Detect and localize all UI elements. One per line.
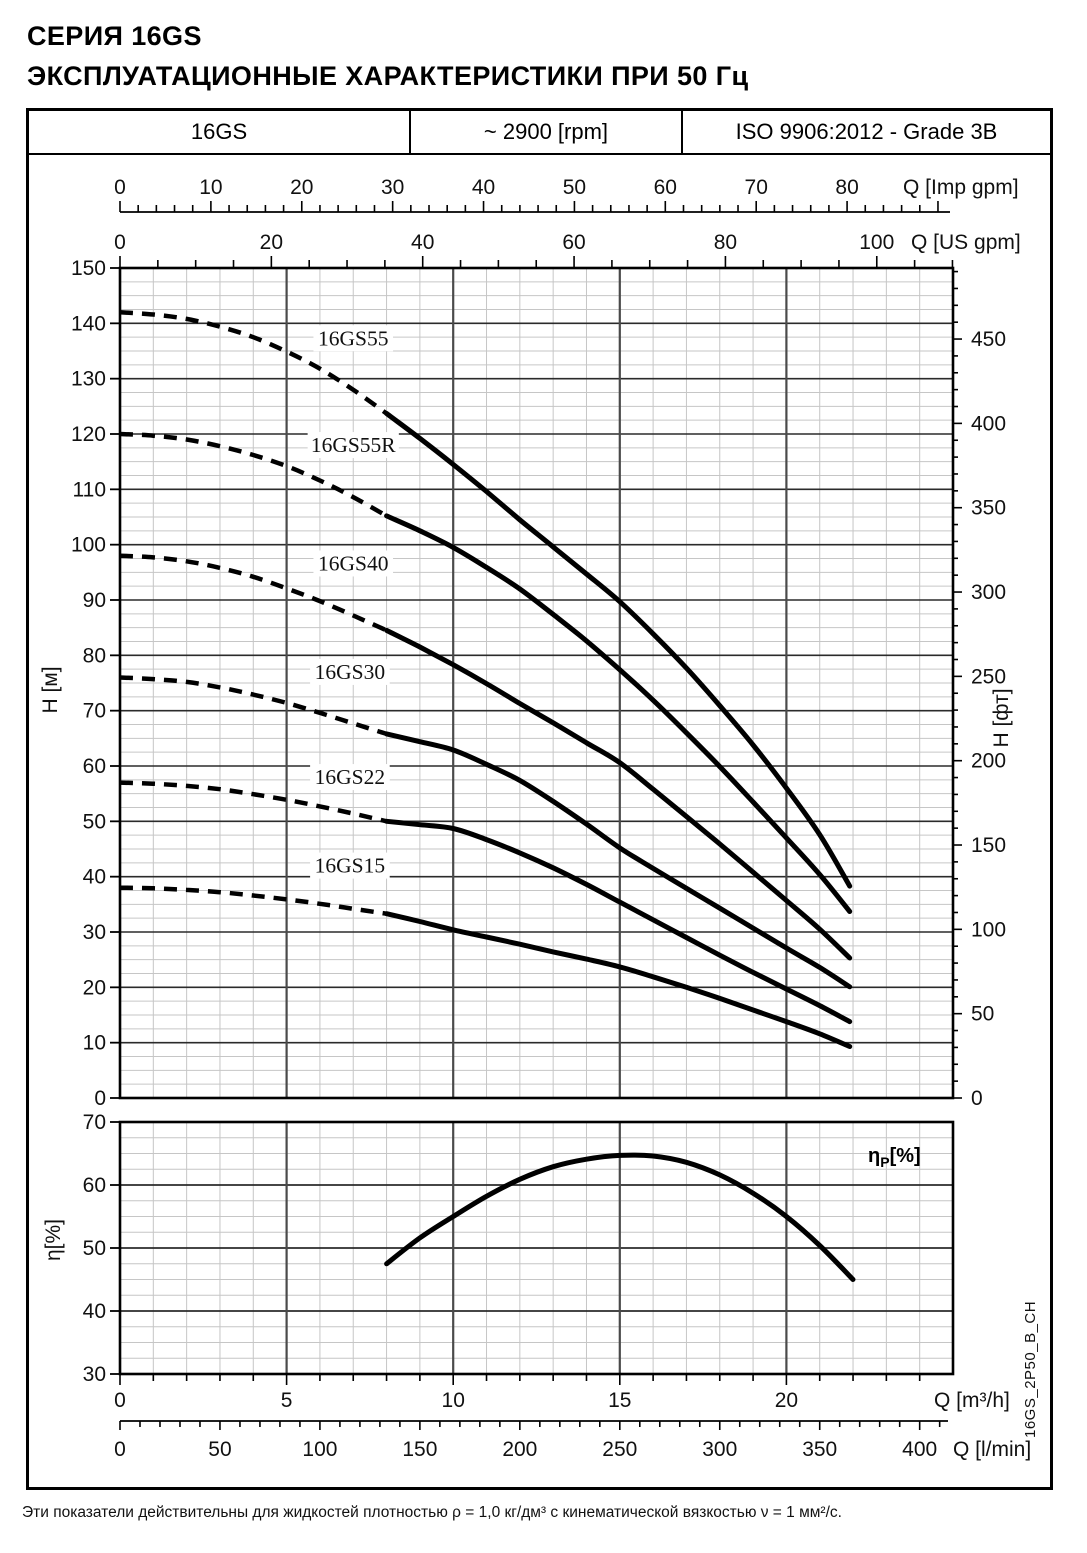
curve-solid-16GS30	[387, 734, 850, 987]
h-m-tick-label: 100	[70, 533, 106, 557]
imp-gpm-axis-label: Q [Imp gpm]	[903, 176, 1019, 199]
curve-solid-16GS40	[387, 630, 850, 958]
h-ft-tick-label: 0	[971, 1087, 983, 1110]
h-ft-tick-label: 450	[971, 328, 1007, 352]
curve-label-16GS30: 16GS30	[314, 659, 386, 684]
h-m-tick-label: 90	[82, 589, 106, 612]
m3h-axis-label: Q [m³/h]	[934, 1389, 1010, 1412]
h-m-tick-label: 20	[82, 976, 106, 1000]
drawing-code: 16GS_2P50_B_CH	[1022, 1300, 1039, 1438]
imp-gpm-tick-label: 30	[380, 176, 405, 199]
h-m-tick-label: 30	[82, 921, 106, 944]
imp-gpm-tick-label: 70	[744, 176, 768, 199]
lmin-tick-label: 200	[502, 1438, 538, 1461]
h-m-tick-label: 60	[82, 755, 106, 778]
imp-gpm-tick-label: 60	[653, 176, 677, 199]
lmin-axis-label: Q [l/min]	[953, 1438, 1032, 1461]
eta-tick-label: 70	[82, 1111, 106, 1134]
h-m-tick-label: 140	[70, 312, 106, 336]
h-ft-tick-label: 200	[971, 749, 1007, 773]
h-m-tick-label: 50	[82, 810, 106, 834]
curve-label-16GS40: 16GS40	[317, 551, 389, 576]
curve-solid-16GS15	[387, 914, 850, 1047]
imp-gpm-tick-label: 50	[562, 176, 587, 199]
header-speed: ~ 2900 [rpm]	[411, 111, 683, 153]
eta-tick-label: 30	[82, 1363, 106, 1386]
h-m-tick-label: 150	[70, 257, 106, 280]
m3h-tick-label: 10	[441, 1389, 465, 1412]
m3h-tick-label: 0	[114, 1389, 126, 1412]
h-ft-tick-label: 400	[971, 412, 1007, 436]
lmin-tick-label: 400	[902, 1438, 938, 1461]
lmin-tick-label: 50	[208, 1438, 232, 1461]
eta-tick-label: 60	[82, 1174, 106, 1197]
h-m-tick-label: 70	[82, 699, 106, 723]
h-m-tick-label: 40	[82, 865, 106, 889]
h-m-tick-label: 10	[82, 1031, 106, 1055]
h-m-tick-label: 130	[70, 367, 106, 391]
h-m-tick-label: 0	[94, 1087, 106, 1110]
eta-tick-label: 40	[82, 1300, 106, 1323]
h-m-tick-label: 110	[72, 478, 106, 502]
lmin-tick-label: 150	[402, 1438, 438, 1461]
m3h-tick-label: 5	[280, 1389, 293, 1412]
page-title-line2: ЭКСПЛУАТАЦИОННЫЕ ХАРАКТЕРИСТИКИ ПРИ 50 Гц	[27, 61, 749, 91]
us-gpm-axis-label: Q [US gpm]	[911, 231, 1021, 254]
us-gpm-tick-label: 40	[411, 231, 435, 254]
lmin-tick-label: 100	[302, 1438, 338, 1461]
lmin-tick-label: 250	[602, 1438, 638, 1461]
header-standard: ISO 9906:2012 - Grade 3B	[735, 119, 998, 144]
us-gpm-tick-label: 100	[859, 231, 895, 254]
lmin-tick-label: 300	[702, 1438, 738, 1461]
curve-solid-16GS22	[387, 821, 850, 1021]
h-ft-tick-label: 100	[971, 918, 1007, 942]
curve-solid-16GS55R	[387, 516, 850, 912]
h-ft-tick-label: 350	[971, 496, 1007, 520]
imp-gpm-tick-label: 40	[471, 176, 496, 199]
us-gpm-tick-label: 60	[562, 231, 586, 254]
h-m-tick-label: 120	[70, 423, 106, 446]
footer-note: Эти показатели действительны для жидкостей плотностью ρ = 1,0 кг/дм³ с кинематической вязкостью ν = 1 мм²/с.	[22, 1504, 842, 1521]
h-ft-tick-label: 250	[971, 665, 1007, 689]
curve-label-16GS22: 16GS22	[314, 765, 386, 790]
eta-axis-label: η[%]	[42, 1218, 65, 1262]
us-gpm-tick-label: 20	[259, 231, 284, 254]
curve-solid-16GS55	[387, 414, 850, 887]
imp-gpm-tick-label: 0	[114, 176, 126, 199]
h-ft-tick-label: 300	[971, 581, 1007, 605]
h-m-tick-label: 80	[82, 644, 106, 668]
curve-label-16GS15: 16GS15	[314, 853, 386, 878]
lmin-tick-label: 350	[802, 1438, 838, 1461]
page-title-line1: СЕРИЯ 16GS	[27, 21, 202, 51]
imp-gpm-tick-label: 10	[199, 176, 223, 199]
us-gpm-tick-label: 0	[114, 231, 126, 254]
h-ft-tick-label: 150	[971, 834, 1007, 858]
efficiency-curve-label: $\eta_P[\%]$	[868, 1145, 921, 1170]
curve-label-16GS55R: 16GS55R	[310, 433, 396, 458]
h-m-axis-label: H [м]	[39, 666, 62, 714]
h-ft-tick-label: 50	[971, 1002, 995, 1026]
us-gpm-tick-label: 80	[713, 231, 738, 254]
imp-gpm-tick-label: 20	[290, 176, 314, 199]
eta-tick-label: 50	[82, 1237, 106, 1260]
lmin-tick-label: 0	[114, 1438, 126, 1461]
curve-label-16GS55: 16GS55	[317, 326, 389, 351]
m3h-tick-label: 20	[774, 1389, 799, 1412]
imp-gpm-tick-label: 80	[835, 176, 859, 199]
m3h-tick-label: 15	[608, 1389, 632, 1412]
header-series: 16GS	[29, 111, 411, 153]
h-ft-axis-label: H [фт]	[990, 688, 1013, 748]
